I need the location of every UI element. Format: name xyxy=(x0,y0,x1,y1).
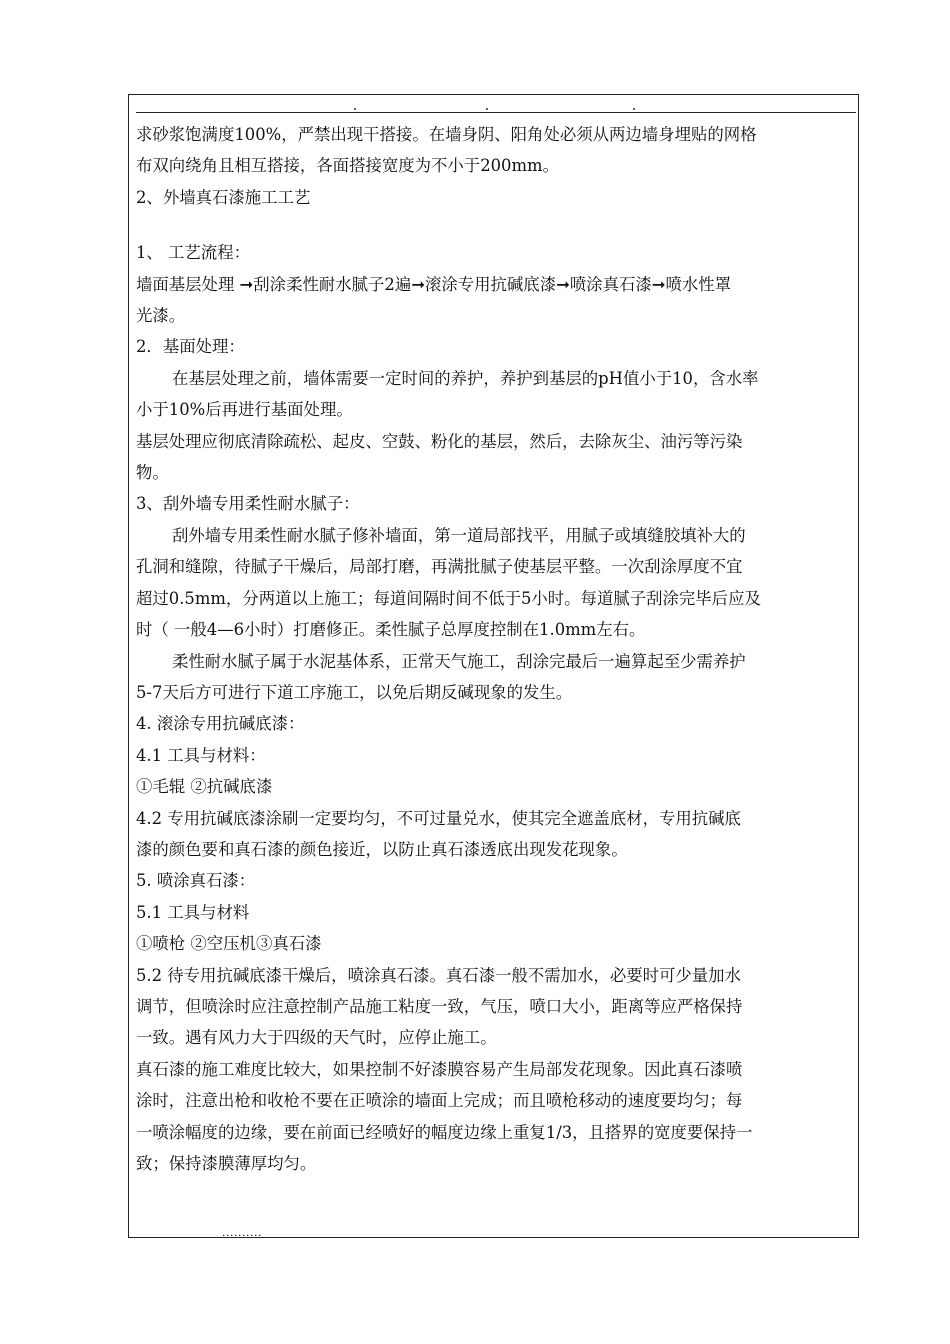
document-body xyxy=(136,119,858,1179)
text-line: 漆的颜色要和真石漆的颜色接近，以防止真石漆透底出现发花现象。 xyxy=(136,839,628,859)
text-line: 一致。遇有风力大于四级的天气时，应停止施工。 xyxy=(136,1028,497,1048)
text-line: 超过0.5mm，分两道以上施工；每道间隔时间不低于5小时。每道腻子刮涂完毕后应及 xyxy=(136,588,761,608)
text-line: 孔洞和缝隙，待腻子干燥后，局部打磨，再满批腻子使基层平整。一次刮涂厚度不宜 xyxy=(136,557,743,577)
text-line: ①喷枪 ②空压机③真石漆 xyxy=(136,934,322,954)
header-dot xyxy=(354,108,356,110)
text-line: 5.2 待专用抗碱底漆干燥后，喷涂真石漆。真石漆一般不需加水，必要时可少量加水 xyxy=(136,965,741,985)
header-dot xyxy=(486,108,488,110)
section-heading: 2、外墙真石漆施工工艺 xyxy=(136,187,311,207)
text-line: 致；保持漆膜薄厚均匀。 xyxy=(136,1154,317,1173)
text-line: 在基层处理之前，墙体需要一定时间的养护，养护到基层的pH值小于10，含水率 xyxy=(172,368,759,388)
header-rule xyxy=(136,112,856,113)
text-line: 调节，但喷涂时应注意控制产品施工粘度一致，气压，喷口大小，距离等应严格保持 xyxy=(136,996,743,1016)
text-line: 4.1 工具与材料： xyxy=(136,745,266,765)
subsection-heading: 4. 滚涂专用抗碱底漆： xyxy=(136,714,305,734)
text-line: 柔性耐水腻子属于水泥基体系，正常天气施工，刮涂完最后一遍算起至少需养护 xyxy=(172,651,746,671)
text-line: 刮外墙专用柔性耐水腻子修补墙面，第一道局部找平，用腻子或填缝胶填补大的 xyxy=(172,525,746,545)
text-line: 一喷涂幅度的边缘，要在前面已经喷好的幅度边缘上重复1/3，且搭界的宽度要保持一 xyxy=(136,1122,753,1142)
text-line: 光漆。 xyxy=(136,306,186,326)
header-dot xyxy=(633,108,635,110)
subsection-heading: 3、刮外墙专用柔性耐水腻子： xyxy=(136,494,360,514)
subsection-heading: 1、 工艺流程： xyxy=(136,243,250,263)
text-line: 墙面基层处理 ➞刮涂柔性耐水腻子2遍➞滚涂专用抗碱底漆➞喷涂真石漆➞喷水性罩 xyxy=(136,274,732,294)
footer-dots: .......... xyxy=(222,1226,262,1239)
text-line: 小于10%后再进行基面处理。 xyxy=(136,400,353,420)
text-line: 时（ 一般4—6小时）打磨修正。柔性腻子总厚度控制在1.0mm左右。 xyxy=(136,620,646,640)
text-line: 物。 xyxy=(136,463,169,483)
text-line: 真石漆的施工难度比较大，如果控制不好漆膜容易产生局部发花现象。因此真石漆喷 xyxy=(136,1059,743,1079)
text-line: 5.1 工具与材料 xyxy=(136,902,250,922)
text-line: 基层处理应彻底清除疏松、起皮、空鼓、粉化的基层，然后，去除灰尘、油污等污染 xyxy=(136,431,743,451)
subsection-heading: 2．基面处理： xyxy=(136,337,245,357)
text-line: 5-7天后方可进行下道工序施工，以免后期反碱现象的发生。 xyxy=(136,682,573,702)
text-line: 4.2 专用抗碱底漆涂刷一定要均匀，不可过量兑水，使其完全遮盖底材，专用抗碱底 xyxy=(136,808,741,828)
text-line: 求砂浆饱满度100%，严禁出现干搭接。在墙身阴、阳角处必须从两边墙身埋贴的网格 xyxy=(136,125,757,144)
text-line: ①毛辊 ②抗碱底漆 xyxy=(136,777,273,797)
subsection-heading: 5. 喷涂真石漆： xyxy=(136,871,256,891)
text-line: 涂时，注意出枪和收枪不要在正喷涂的墙面上完成；而且喷枪移动的速度要均匀；每 xyxy=(136,1091,743,1111)
text-line: 布双向绕角且相互搭接，各面搭接宽度为不小于200mm。 xyxy=(136,156,559,176)
